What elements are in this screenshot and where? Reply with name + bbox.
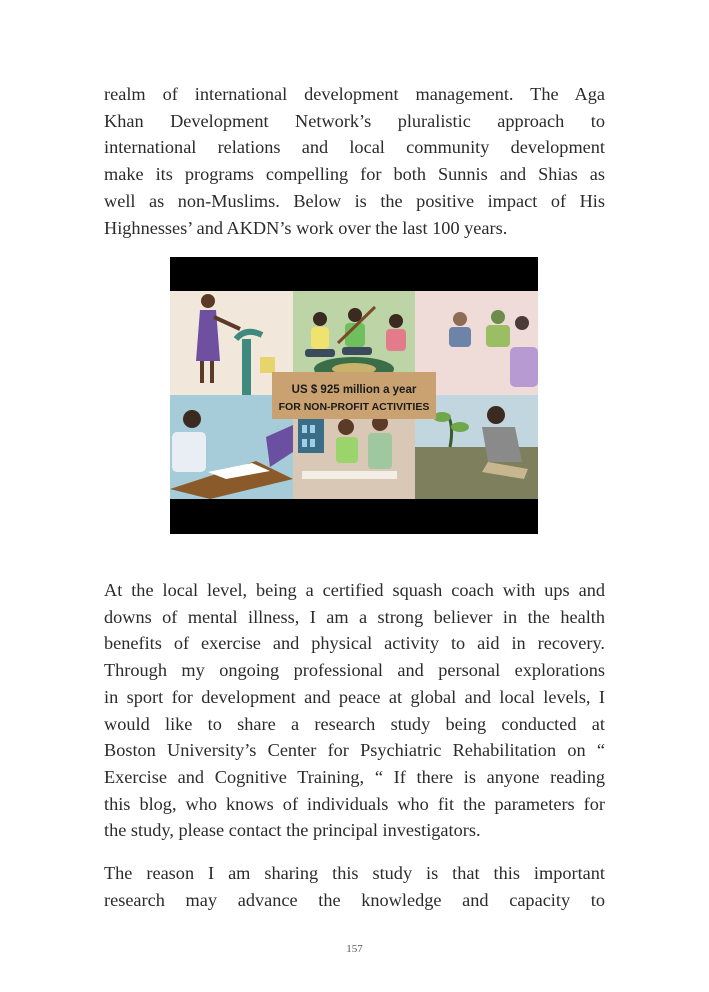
akdn-illustration — [170, 257, 538, 534]
letterbox-top — [170, 257, 538, 291]
paragraph-reason — [104, 860, 605, 913]
text-line: international relations and local community development — [104, 137, 605, 158]
text-line: in sport for development and peace at global and local levels, I — [104, 686, 605, 707]
paragraph-intro — [104, 81, 605, 241]
text-line: well as non-Muslims. Below is the positive impact of His — [104, 190, 605, 211]
text-line: make its programs compelling for both Sunnis and Shias as — [104, 164, 605, 185]
page-number: 157 — [346, 943, 363, 955]
text-line: The reason I am sharing this study is that this important — [104, 863, 605, 883]
text-line: Khan Development Network’s pluralistic approach to — [104, 110, 605, 131]
banner-line-1: US $ 925 million a year — [291, 384, 417, 396]
text-line: downs of mental illness, I am a strong believer in the health — [104, 606, 605, 627]
paragraph-squash — [104, 577, 605, 844]
banner-line-2: FOR NON-PROFIT ACTIVITIES — [278, 401, 430, 413]
text-line: research may advance the knowledge and capacity to — [104, 889, 605, 910]
text-line: Highnesses’ and AKDN’s work over the last 100 years. — [104, 217, 508, 238]
text-line: At the local level, being a certified squash coach with ups and — [104, 580, 605, 600]
text-line: would like to share a research study being conducted at — [104, 713, 605, 734]
text-line: Exercise and Cognitive Training, “ If there is anyone reading — [104, 766, 605, 787]
text-line: realm of international development management. The Aga — [104, 84, 605, 104]
text-line: Boston University’s Center for Psychiatric Rehabilitation on “ — [104, 740, 605, 761]
text-line: this blog, who knows of individuals who fit the parameters for — [104, 793, 605, 814]
text-line: benefits of exercise and physical activity to aid in recovery. — [104, 633, 605, 654]
text-line: the study, please contact the principal investigators. — [104, 820, 481, 841]
letterbox-bottom — [170, 499, 538, 534]
text-line: Through my ongoing professional and personal explorations — [104, 660, 605, 681]
